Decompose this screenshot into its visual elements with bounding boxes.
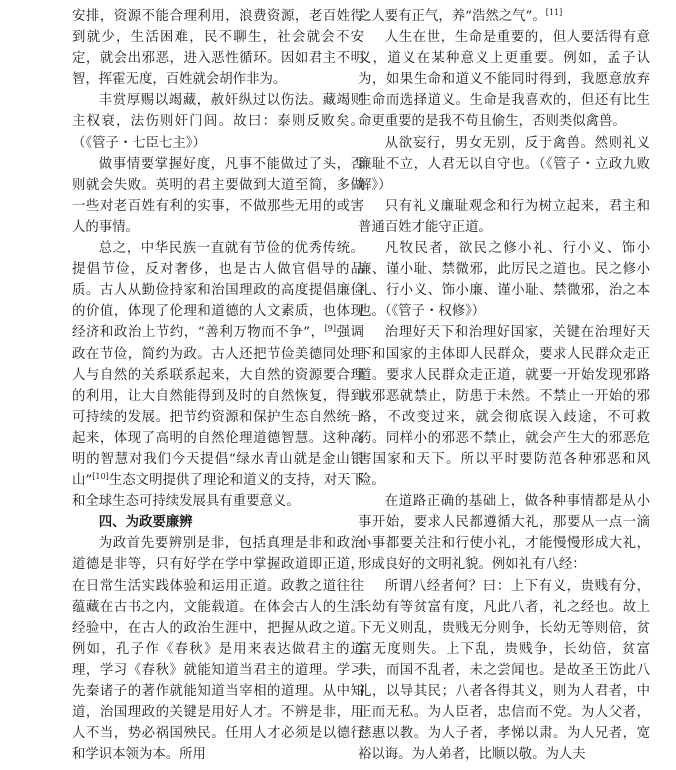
paragraph (358, 6, 650, 27)
paragraph: 在道路正确的基础上，做各种事情都是从小事开始，要求人民都遵循大礼，那要从一点一滴小事都要关注和行使小礼，才能慢慢形成大礼，形成良好的文明礼貌。例如礼有八经： (358, 494, 650, 573)
section-heading: 四、为政要廉辨 (98, 515, 193, 531)
paragraph: 人生在世，生命是重要的，但人要活得有意义，道义在某种意义上更重要。例如，孟子认为，如果生命和道义不能同时得到，我愿意放弃生命而选择道义。生命是我喜欢的，但还有比生命更重要的是我不苟且偷生，否则类似禽兽。 (358, 30, 650, 130)
paragraph: 治理好天下和治理好国家，关键在治理好天下和国家的主体即人民群众，要求人民群众走正道。要求人民群众走正道，就要一开始发现邪路或邪恶就禁止，防患于未然。不禁止一开始的邪路，不改变过来，就会彻底误入歧途，不可救药。同样小的邪恶不禁止，就会产生大的邪恶危害国家和天下。所以平时要防范各种邪恶和风险。 (358, 325, 650, 489)
classical-quote: 所谓八经者何？曰：上下有义，贵贱有分，长幼有等贫富有度，凡此八者，礼之经也。故上下无义则乱，贵贱无分则争，长幼无等则倍，贫富无度则失。上下乱，贵贱争，长幼倍，贫富失，而国不乱者，未之尝闻也。是故圣王饬此八礼，以导其民；八者各得其义，则为人君者，中正而无私。为人臣者，忠信而不党。为人父者，慈惠以教。为人子者，孝悌以肃。为人兄者，宽裕以诲。为人弟者，比顺以敬。为人夫 (358, 578, 650, 763)
paragraph-text: 总之，中华民族一直就有节俭的优秀传统。提倡节俭，反对奢侈，也是古人做官倡导的品质。古人从勤俭持家和治国理政的高度提倡廉俭的价值，体现了伦理和道德的人文素质，也体现经济和政治上节约，“善利万物而不争”， (72, 241, 364, 341)
classical-quote: 从欲妄行，男女无别，反于禽兽。然则礼义廉耻不立，人君无以自守也。（《管子・立政九败解》） (358, 135, 650, 193)
footnote-ref: [10] (92, 472, 109, 482)
classical-quote: 丰赏厚赐以竭藏，赦奸纵过以伤法。藏竭则主权衰，法伤则奸门闾。故曰：泰则反败矣。（《管子・七臣七主》） (72, 93, 364, 151)
paragraph: 安排，资源不能合理利用，浪费资源，老百姓得到就少，生活困难，民不聊生，社会就会不安定，就会出邪恶，进入恶性循环。因如君主不明智，挥霍无度，百姓就会胡作非为。 (72, 9, 364, 88)
paragraph (72, 238, 364, 512)
paragraph-text: 之人要有正气，养“浩然之气”。 (358, 9, 546, 24)
footnote-ref: [11] (545, 8, 563, 17)
paragraph: 做事情要掌握好度，凡事不能做过了头，否则就会失败。英明的君主要做到大道至简，多做一些对老百姓有利的实事，不做那些无用的或害人的事情。 (72, 156, 364, 235)
paragraph: 为政首先要辨别是非，包括真理是非和政治道德是非等，只有好学在学中掌握政道即正道，在日常生活实践体验和运用正道。政教之道往往蕴藏在古书之内，文能载道。在体会古人的生活经验中，在古人的政治生涯中，把握从政之道。例如，孔子作《春秋》是用来表达做君主的道理，学习《春秋》就能知道当君主的道理。学习先秦诸子的著作就能知道当宰相的道理。从中知道，治国理政的关键是用好人才。不辨是非，用人不当，势必祸国殃民。任用人才必须是以德行和学识本领为本。所用 (72, 536, 364, 763)
left-column (72, 6, 364, 765)
classical-quote: 凡牧民者，欲民之修小礼、行小义、饰小廉、谨小耻、禁微邪，此厉民之道也。民之修小礼、行小义、饰小廉、谨小耻、禁微邪，治之本也。（《管子・权修》） (358, 241, 650, 320)
right-column (358, 6, 650, 765)
footnote-ref: [9] (324, 324, 337, 334)
paragraph-text: 生态文明提供了理论和道义的支持，对天下和全球生态可持续发展具有重要意义。 (72, 473, 365, 510)
paragraph-text: 强调政在节俭，简约为政。古人还把节俭美德同处理人与自然的关系联系起来，大自然的资源要合理的利用，让大自然能得到及时的自然恢复，得到可持续的发展。把节约资源和保护生态自然统一起来，体现了高明的自然伦理道德智慧。这种高明的智慧对我们今天提倡“绿水青山就是金山银山” (72, 325, 364, 489)
paragraph: 只有礼义廉耻观念和行为树立起来，君主和普通百姓才能守正道。 (358, 198, 650, 235)
